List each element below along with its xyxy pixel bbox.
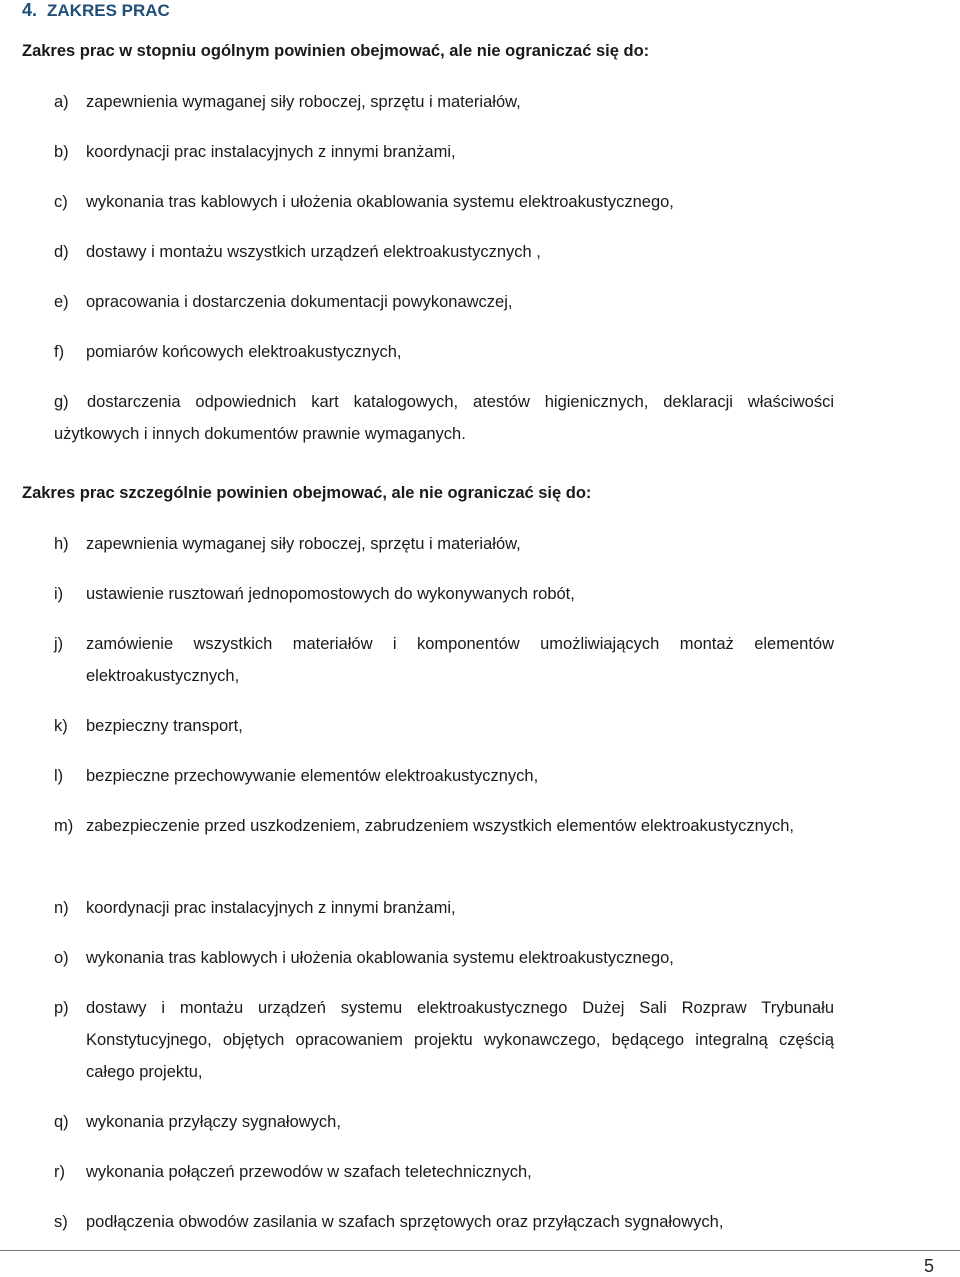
list-item-text: wykonania przyłączy sygnałowych, [86, 1113, 341, 1131]
list-item-marker: o) [54, 949, 69, 967]
list-item-text: zamówienie wszystkich materiałów i komponentów umożliwiających montaż elementów elektroakustycznych, [86, 635, 834, 685]
list-item [54, 386, 834, 450]
list-item-text: koordynacji prac instalacyjnych z innymi branżami, [86, 143, 456, 161]
list-item-marker: l) [54, 767, 64, 785]
page-number: 5 [923, 1256, 934, 1276]
list-item-text: ustawienie rusztowań jednopomostowych do wykonywanych robót, [86, 585, 575, 603]
list-item [54, 286, 834, 318]
list-item-marker: n) [54, 899, 69, 917]
list-item [54, 710, 834, 742]
list-item-marker: g) [54, 393, 69, 411]
list-item [54, 336, 834, 368]
list-item-text: zapewnienia wymaganej siły roboczej, sprzętu i materiałów, [86, 535, 521, 553]
list-item-text: zabezpieczenie przed uszkodzeniem, zabrudzeniem wszystkich elementów elektroakustycznych, [86, 817, 795, 835]
list-item-marker: a) [54, 93, 69, 111]
list-item-marker: c) [54, 193, 68, 211]
list-item [54, 810, 834, 842]
list-item-text: bezpieczne przechowywanie elementów elektroakustycznych, [86, 767, 539, 785]
list-item-text: zapewnienia wymaganej siły roboczej, sprzętu i materiałów, [86, 93, 521, 111]
list-item-marker: e) [54, 293, 69, 311]
list-item-text: wykonania połączeń przewodów w szafach teletechnicznych, [86, 1163, 532, 1181]
list-item [54, 1206, 834, 1238]
list-item-text: podłączenia obwodów zasilania w szafach sprzętowych oraz przyłączach sygnałowych, [86, 1213, 724, 1231]
list-item-marker: k) [54, 717, 68, 735]
list-item [54, 236, 834, 268]
list-item-marker: s) [54, 1213, 68, 1231]
list-item-marker: i) [54, 585, 64, 603]
list-item-marker: f) [54, 343, 65, 361]
list-item [54, 992, 834, 1088]
list-item-text: koordynacji prac instalacyjnych z innymi branżami, [86, 899, 456, 917]
list-item-marker: p) [54, 999, 69, 1017]
list-item-text: pomiarów końcowych elektroakustycznych, [86, 343, 402, 361]
list-item-marker: m) [54, 817, 74, 835]
list-item-marker: b) [54, 143, 69, 161]
list-item [54, 628, 834, 692]
list-item-text: dostawy i montażu wszystkich urządzeń elektroakustycznych , [86, 243, 541, 261]
footer-divider [0, 1250, 960, 1251]
list-item-marker: j) [54, 635, 64, 653]
list-item [54, 136, 834, 168]
list-item [54, 578, 834, 610]
list-item-text: opracowania i dostarczenia dokumentacji powykonawczej, [86, 293, 513, 311]
list-item [54, 1156, 834, 1188]
list-item [54, 1106, 834, 1138]
specific-scope-intro: Zakres prac szczególnie powinien obejmować, ale nie ograniczać się do: [22, 484, 592, 502]
list-item [54, 892, 834, 924]
list-item-text: dostarczenia odpowiednich kart katalogowych, atestów higienicznych, deklaracji właściwości użytkowych i innych dokumentów prawnie wymaganych. [54, 393, 834, 443]
list-item-marker: d) [54, 243, 69, 261]
list-item-text: bezpieczny transport, [86, 717, 243, 735]
section-title: ZAKRES PRAC [47, 1, 170, 20]
list-item [54, 760, 834, 792]
list-item-marker: q) [54, 1113, 69, 1131]
list-item-marker: r) [54, 1163, 65, 1181]
list-item [54, 186, 834, 218]
list-item-text: dostawy i montażu urządzeń systemu elektroakustycznego Dużej Sali Rozpraw Trybunału Konstytucyjnego, objętych opracowaniem projektu wykonawczego, będącego integralną częścią całego projektu, [86, 999, 834, 1081]
list-item-text: wykonania tras kablowych i ułożenia okablowania systemu elektroakustycznego, [86, 193, 674, 211]
list-item [54, 942, 834, 974]
section-number: 4. [22, 0, 38, 20]
list-item-marker: h) [54, 535, 69, 553]
list-item [54, 528, 834, 560]
section-heading [22, 0, 170, 21]
general-scope-intro: Zakres prac w stopniu ogólnym powinien obejmować, ale nie ograniczać się do: [22, 42, 650, 60]
list-item-text: wykonania tras kablowych i ułożenia okablowania systemu elektroakustycznego, [86, 949, 674, 967]
list-item [54, 86, 834, 118]
